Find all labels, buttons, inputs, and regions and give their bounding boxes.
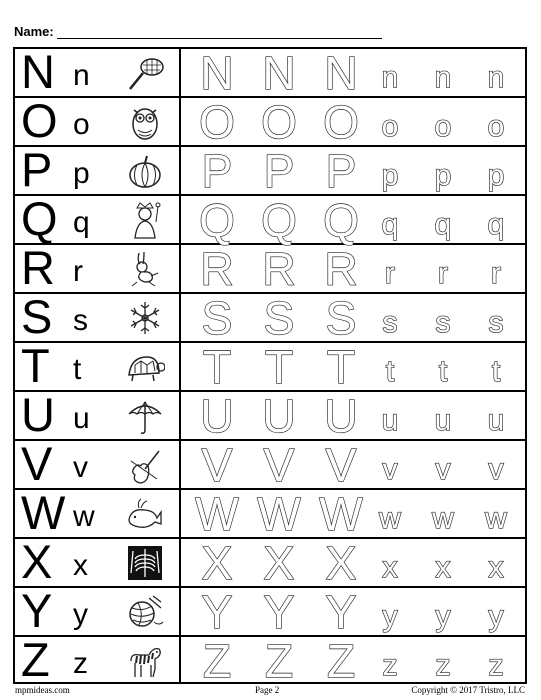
model-lowercase-letter: o — [73, 108, 90, 141]
trace-lowercase-1[interactable]: v — [382, 453, 398, 486]
net-icon — [125, 53, 165, 93]
trace-uppercase-2[interactable]: Q — [261, 194, 297, 246]
trace-lowercase-3[interactable]: s — [488, 306, 504, 339]
trace-uppercase-3[interactable]: P — [325, 145, 357, 197]
name-line — [12, 22, 382, 42]
trace-uppercase-2[interactable]: U — [262, 390, 296, 442]
trace-lowercase-2[interactable]: w — [432, 502, 454, 535]
trace-uppercase-2[interactable]: W — [257, 488, 301, 540]
trace-lowercase-1[interactable]: q — [381, 208, 399, 241]
zebra-icon — [125, 641, 165, 681]
trace-lowercase-2[interactable]: s — [435, 306, 451, 339]
letter-row-y — [15, 584, 525, 638]
trace-uppercase-2[interactable]: S — [263, 292, 295, 344]
trace-uppercase-2[interactable]: O — [261, 96, 297, 148]
footer-page-number: Page 2 — [255, 685, 280, 695]
model-uppercase-letter: Q — [21, 192, 58, 245]
trace-lowercase-1[interactable]: y — [382, 600, 398, 633]
model-lowercase-letter: u — [73, 402, 90, 435]
x-ray-icon — [125, 543, 165, 583]
trace-lowercase-2[interactable]: n — [434, 61, 452, 94]
trace-uppercase-3[interactable]: Y — [325, 586, 357, 638]
pumpkin-icon — [125, 151, 165, 191]
letter-row-s — [15, 290, 525, 344]
trace-uppercase-1[interactable]: N — [200, 47, 234, 99]
trace-lowercase-2[interactable]: t — [438, 355, 448, 388]
letter-row-v — [15, 437, 525, 491]
trace-lowercase-1[interactable]: o — [381, 110, 399, 143]
trace-uppercase-3[interactable]: S — [325, 292, 357, 344]
trace-uppercase-1[interactable]: R — [200, 243, 234, 295]
trace-uppercase-2[interactable]: N — [262, 47, 296, 99]
trace-uppercase-1[interactable]: S — [201, 292, 233, 344]
trace-lowercase-1[interactable]: w — [379, 502, 401, 535]
snowflake-icon — [125, 298, 165, 338]
letter-row-u — [15, 388, 525, 442]
trace-lowercase-2[interactable]: r — [438, 257, 448, 290]
model-uppercase-letter: Z — [21, 633, 50, 686]
worksheet-grid — [13, 45, 527, 687]
trace-uppercase-1[interactable]: Y — [201, 586, 233, 638]
model-lowercase-letter: t — [73, 353, 82, 386]
trace-lowercase-1[interactable]: p — [381, 159, 399, 192]
whale-icon — [125, 494, 165, 534]
trace-lowercase-3[interactable]: w — [485, 502, 507, 535]
model-uppercase-letter: O — [21, 94, 58, 147]
trace-lowercase-2[interactable]: u — [434, 404, 452, 437]
trace-lowercase-3[interactable]: p — [487, 159, 505, 192]
letter-row-q — [15, 192, 525, 246]
trace-uppercase-2[interactable]: X — [263, 537, 295, 589]
trace-uppercase-3[interactable]: U — [324, 390, 358, 442]
queen-icon — [125, 200, 165, 240]
model-uppercase-letter: S — [21, 290, 53, 343]
model-lowercase-letter: n — [73, 59, 90, 92]
trace-lowercase-2[interactable]: z — [435, 649, 451, 682]
model-uppercase-letter: Y — [21, 584, 53, 637]
trace-uppercase-1[interactable]: W — [195, 488, 239, 540]
trace-uppercase-3[interactable]: Q — [323, 194, 359, 246]
letter-row-z — [15, 633, 525, 687]
trace-uppercase-3[interactable]: X — [325, 537, 357, 589]
trace-uppercase-1[interactable]: T — [202, 341, 232, 393]
trace-uppercase-1[interactable]: Z — [202, 635, 232, 687]
footer-copyright: Copyright © 2017 Tristro, LLC — [411, 685, 525, 695]
footer-website: mpmideas.com — [15, 685, 70, 695]
trace-uppercase-3[interactable]: Z — [326, 635, 356, 687]
model-uppercase-letter: P — [21, 143, 53, 196]
model-lowercase-letter: z — [73, 647, 88, 680]
trace-uppercase-3[interactable]: R — [324, 243, 358, 295]
letter-row-x — [15, 535, 525, 589]
letter-row-o — [15, 94, 525, 148]
trace-uppercase-1[interactable]: P — [201, 145, 233, 197]
trace-uppercase-3[interactable]: V — [325, 439, 357, 491]
trace-lowercase-3[interactable]: q — [487, 208, 505, 241]
model-uppercase-letter: W — [21, 486, 66, 539]
name-blank[interactable] — [57, 38, 382, 39]
trace-uppercase-2[interactable]: R — [262, 243, 296, 295]
trace-lowercase-2[interactable]: x — [435, 551, 451, 584]
model-lowercase-letter: q — [73, 206, 90, 239]
trace-lowercase-1[interactable]: u — [381, 404, 399, 437]
model-uppercase-letter: X — [21, 535, 53, 588]
trace-lowercase-1[interactable]: z — [382, 649, 398, 682]
trace-lowercase-3[interactable]: y — [488, 600, 504, 633]
trace-uppercase-1[interactable]: Q — [199, 194, 235, 246]
model-lowercase-letter: w — [73, 500, 95, 533]
trace-uppercase-1[interactable]: V — [201, 439, 233, 491]
trace-lowercase-2[interactable]: o — [434, 110, 452, 143]
trace-lowercase-1[interactable]: t — [385, 355, 395, 388]
trace-uppercase-2[interactable]: Z — [264, 635, 294, 687]
trace-lowercase-1[interactable]: s — [382, 306, 398, 339]
owl-icon — [125, 102, 165, 142]
model-uppercase-letter: T — [21, 339, 50, 392]
trace-lowercase-3[interactable]: o — [487, 110, 505, 143]
trace-uppercase-3[interactable]: T — [326, 341, 356, 393]
trace-uppercase-1[interactable]: O — [199, 96, 235, 148]
yarn-icon — [125, 592, 165, 632]
trace-lowercase-1[interactable]: n — [381, 61, 399, 94]
model-lowercase-letter: v — [73, 451, 88, 484]
trace-lowercase-3[interactable]: z — [488, 649, 504, 682]
trace-lowercase-2[interactable]: v — [435, 453, 451, 486]
turtle-icon — [125, 347, 165, 387]
letter-row-n — [15, 45, 525, 99]
model-lowercase-letter: r — [73, 255, 83, 288]
trace-uppercase-2[interactable]: P — [263, 145, 295, 197]
model-lowercase-letter: p — [73, 157, 90, 190]
trace-lowercase-3[interactable]: t — [491, 355, 501, 388]
trace-lowercase-3[interactable]: u — [487, 404, 505, 437]
model-lowercase-letter: x — [73, 549, 88, 582]
violin-icon — [125, 445, 165, 485]
model-uppercase-letter: R — [21, 241, 55, 294]
model-uppercase-letter: U — [21, 388, 55, 441]
letter-row-p — [15, 143, 525, 197]
trace-uppercase-3[interactable]: N — [324, 47, 358, 99]
letter-row-w — [15, 486, 525, 540]
name-label: Name: — [14, 24, 54, 39]
trace-lowercase-3[interactable]: n — [487, 61, 505, 94]
trace-lowercase-3[interactable]: x — [488, 551, 504, 584]
trace-uppercase-1[interactable]: X — [201, 537, 233, 589]
trace-lowercase-2[interactable]: q — [434, 208, 452, 241]
trace-lowercase-3[interactable]: r — [491, 257, 501, 290]
trace-uppercase-2[interactable]: T — [264, 341, 294, 393]
letter-row-r — [15, 241, 525, 295]
trace-lowercase-2[interactable]: p — [434, 159, 452, 192]
trace-uppercase-3[interactable]: W — [319, 488, 363, 540]
umbrella-icon — [125, 396, 165, 436]
trace-uppercase-2[interactable]: V — [263, 439, 295, 491]
trace-lowercase-2[interactable]: y — [435, 600, 451, 633]
trace-uppercase-3[interactable]: O — [323, 96, 359, 148]
model-lowercase-letter: y — [73, 598, 88, 631]
trace-lowercase-1[interactable]: x — [382, 551, 398, 584]
model-lowercase-letter: s — [73, 304, 88, 337]
model-uppercase-letter: N — [21, 45, 55, 98]
rabbit-icon — [125, 249, 165, 289]
trace-uppercase-1[interactable]: U — [200, 390, 234, 442]
model-uppercase-letter: V — [21, 437, 53, 490]
trace-lowercase-1[interactable]: r — [385, 257, 395, 290]
letter-row-t — [15, 339, 525, 393]
trace-lowercase-3[interactable]: v — [488, 453, 504, 486]
trace-uppercase-2[interactable]: Y — [263, 586, 295, 638]
